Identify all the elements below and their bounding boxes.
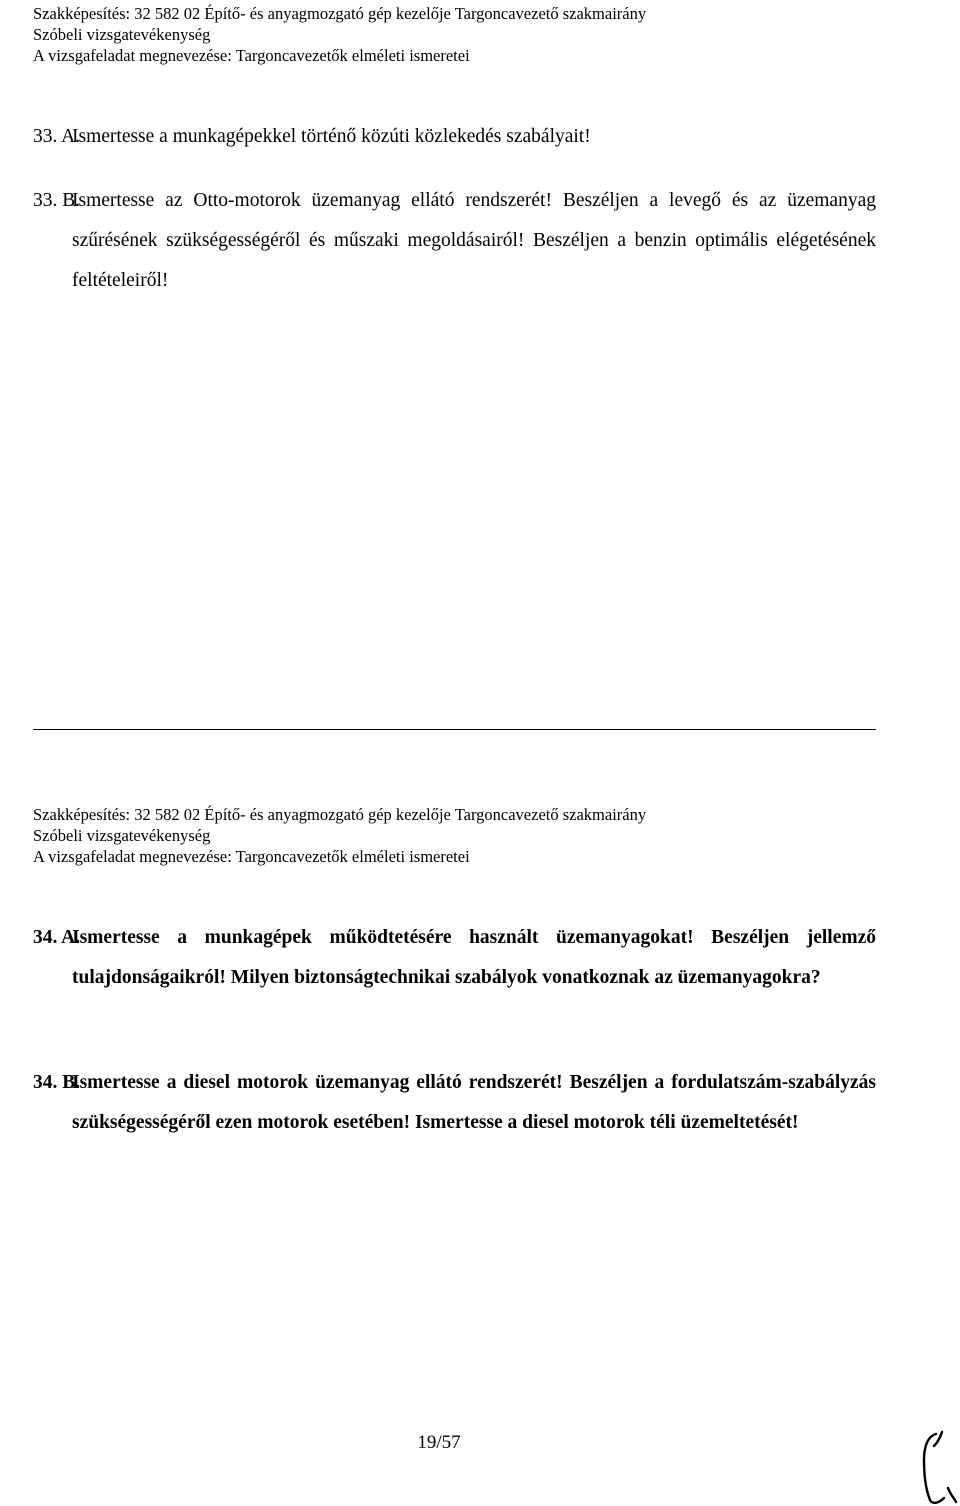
question-number: 33. B. bbox=[33, 190, 81, 211]
question-34a bbox=[33, 918, 876, 998]
header-task-name: A vizsgafeladat megnevezése: Targoncavezetők elméleti ismeretei bbox=[33, 847, 470, 866]
header-exam-activity: Szóbeli vizsgatevékenység bbox=[33, 25, 211, 44]
page-header bbox=[33, 804, 646, 867]
section-divider bbox=[33, 729, 876, 730]
question-text: Ismertesse a diesel motorok üzemanyag ellátó rendszerét! Beszéljen a fordulatszám-szabályzás szükségességéről ezen motorok esetében! Ismertesse a diesel motorok téli üzemeltetését! bbox=[72, 1072, 876, 1133]
question-text: Ismertesse a munkagépekkel történő közúti közlekedés szabályait! bbox=[72, 126, 591, 147]
header-qualification: Szakképesítés: 32 582 02 Építő- és anyagmozgató gép kezelője Targoncavezető szakmairány bbox=[33, 805, 647, 824]
question-33a bbox=[33, 117, 876, 157]
question-33b bbox=[33, 181, 876, 301]
header-qualification: Szakképesítés: 32 582 02 Építő- és anyagmozgató gép kezelője Targoncavezető szakmairány bbox=[33, 4, 647, 23]
header-exam-activity: Szóbeli vizsgatevékenység bbox=[33, 826, 211, 845]
page-header bbox=[33, 3, 646, 66]
page-number: 19/57 bbox=[417, 1432, 461, 1453]
header-task-name: A vizsgafeladat megnevezése: Targoncavezetők elméleti ismeretei bbox=[33, 46, 470, 65]
question-number: 34. B. bbox=[33, 1072, 81, 1093]
question-text: Ismertesse a munkagépek működtetésére használt üzemanyagokat! Beszéljen jellemző tulajdonságaikról! Milyen biztonságtechnikai szabályok vonatkoznak az üzemanyagokra? bbox=[72, 927, 876, 988]
question-text: Ismertesse az Otto-motorok üzemanyag ellátó rendszerét! Beszéljen a levegő és az üzemanyag szűrésének szükségességéről és műszaki megoldásairól! Beszéljen a benzin optimális elégetésének feltételeiről! bbox=[72, 190, 876, 291]
signature-mark bbox=[918, 1428, 958, 1506]
question-number: 34. A. bbox=[33, 927, 81, 948]
question-34b bbox=[33, 1063, 876, 1143]
question-number: 33. A. bbox=[33, 126, 81, 147]
